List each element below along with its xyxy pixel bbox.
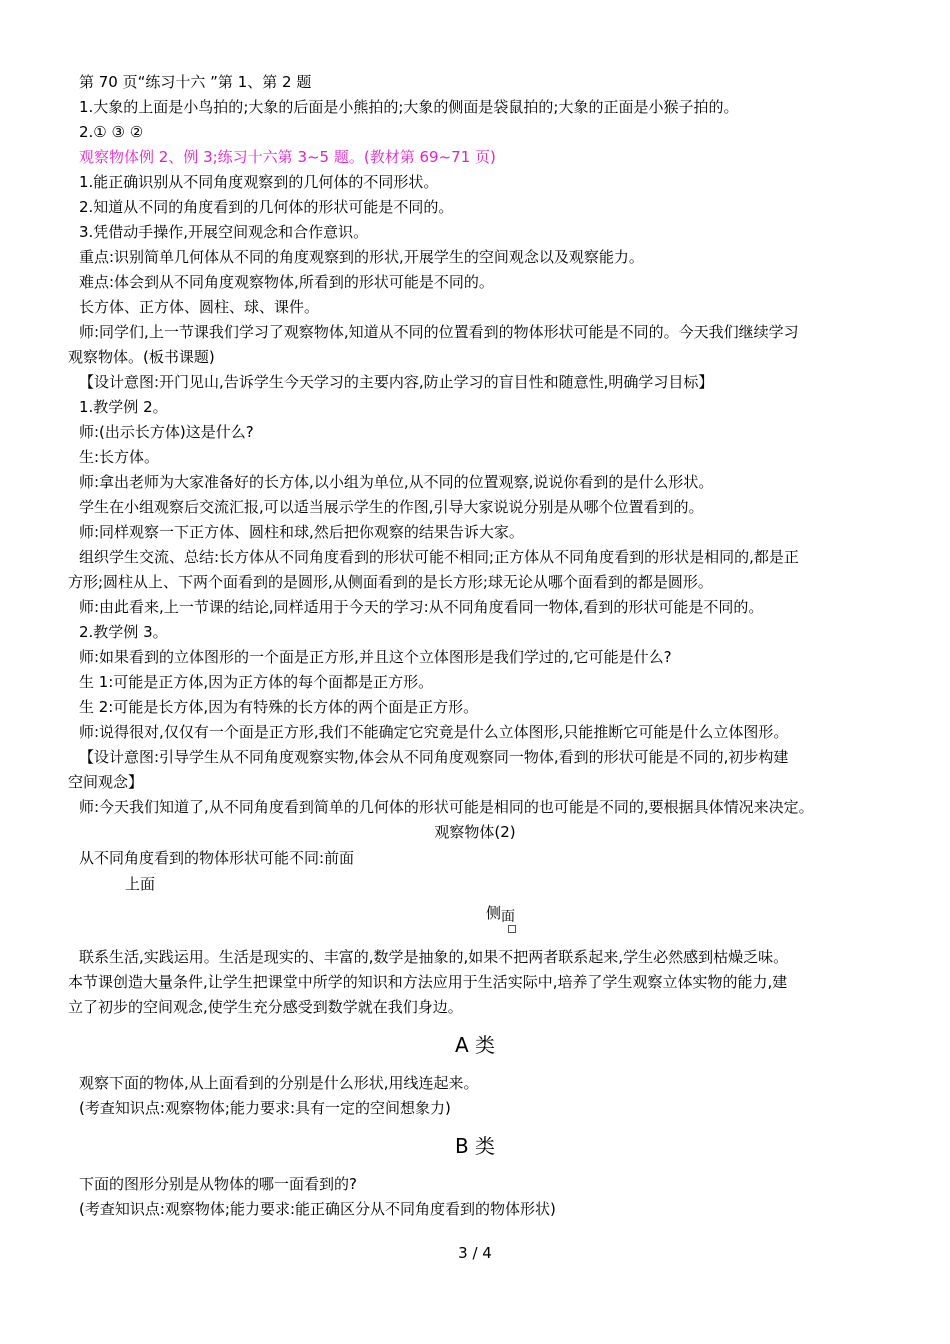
objective-2: 2.知道从不同的角度看到的几何体的形状可能是不同的。 [79,198,454,216]
section-example-2: 1.教学例 2。 [79,398,168,416]
reflection-line: 立了初步的空间观念,使学生充分感受到数学就在我们身边。 [68,998,463,1016]
paragraph-line: 生 1:可能是正方体,因为正方体的每个面都是正方形。 [79,673,434,691]
paragraph-line: 师:同样观察一下正方体、圆柱和球,然后把你观察的结果告诉大家。 [79,523,524,541]
answer-line-2: 2.① ③ ② [79,123,144,141]
paragraph-line: 师:同学们,上一节课我们学习了观察物体,知道从不同的位置看到的物体形状可能是不同的。今天我们继续学习 [79,323,799,341]
difficulty: 难点:体会到从不同角度观察物体,所看到的形状可能是不同的。 [79,273,494,291]
paragraph-line: 生 2:可能是长方体,因为有特殊的长方体的两个面是正方形。 [79,698,479,716]
materials: 长方体、正方体、圆柱、球、课件。 [79,298,320,316]
answer-heading: 第 70 页“练习十六 ”第 1、第 2 题 [79,73,312,91]
paragraph-line: 方形;圆柱从上、下两个面看到的是圆形,从侧面看到的是长方形;球无论从哪个面看到的都是圆形。 [68,573,713,591]
answer-line-1: 1.大象的上面是小鸟拍的;大象的后面是小熊拍的;大象的侧面是袋鼠拍的;大象的正面是小猴子拍的。 [79,98,739,116]
exercise-b-note: (考查知识点:观察物体;能力要求:能正确区分从不同角度看到的物体形状) [79,1200,556,1218]
paragraph-line: 观察物体。(板书课题) [68,348,215,366]
design-intent-2: 【设计意图:引导学生从不同角度观察实物,体会从不同角度观察同一物体,看到的形状可能是不同的,初步构建 [79,748,789,766]
side-char: 侧 [486,904,502,922]
page-number: 3 / 4 [458,1244,492,1262]
paragraph-line: 师:如果看到的立体图形的一个面是正方形,并且这个立体图形是我们学过的,它可能是什么? [79,648,672,666]
reflection-line: 联系生活,实践运用。生活是现实的、丰富的,数学是抽象的,如果不把两者联系起来,学生必然感到枯燥乏味。 [79,948,789,966]
paragraph-line: 生:长方体。 [79,448,160,466]
board-line: 从不同角度看到的物体形状可能不同:前面 [79,849,355,867]
category-a-heading: A 类 [454,1033,496,1057]
paragraph-line: 师:由此看来,上一节课的结论,同样适用于今天的学习:从不同角度看同一物体,看到的形状可能是不同的。 [79,598,764,616]
board-label-top: 上面 [125,875,156,893]
paragraph-line: 学生在小组观察后交流汇报,可以适当展示学生的作图,引导大家说说分别是从哪个位置看到的。 [79,498,704,516]
objective-3: 3.凭借动手操作,开展空间观念和合作意识。 [79,223,369,241]
section-example-3: 2.教学例 3。 [79,623,168,641]
board-label-side [486,901,515,926]
side-char-sub: 面 [501,909,516,925]
paragraph-line: 师:(出示长方体)这是什么? [79,423,254,441]
exercise-a: 观察下面的物体,从上面看到的分别是什么形状,用线连起来。 [79,1074,479,1092]
category-b-heading: B 类 [454,1134,496,1158]
design-intent-1: 【设计意图:开门见山,告诉学生今天学习的主要内容,防止学习的盲目性和随意性,明确学习目标】 [79,373,714,391]
exercise-b: 下面的图形分别是从物体的哪一面看到的? [79,1175,357,1193]
paragraph-line: 师:拿出老师为大家准备好的长方体,以小组为单位,从不同的位置观察,说说你看到的是什么形状。 [79,473,714,491]
paragraph-line: 师:今天我们知道了,从不同角度看到简单的几何体的形状可能是相同的也可能是不同的,要根据具体情况来决定。 [79,798,814,816]
paragraph-line: 组织学生交流、总结:长方体从不同角度看到的形状可能不相同;正方体从不同角度看到的形状是相同的,都是正 [79,548,799,566]
board-title: 观察物体(2) [434,823,516,841]
paragraph-line: 空间观念】 [68,773,144,791]
exercise-a-note: (考查知识点:观察物体;能力要求:具有一定的空间想象力) [79,1099,451,1117]
reflection-line: 本节课创造大量条件,让学生把课堂中所学的知识和方法应用于生活实际中,培养了学生观察立体实物的能力,建 [68,973,788,991]
key-point: 重点:识别简单几何体从不同的角度观察到的形状,开展学生的空间观念以及观察能力。 [79,248,644,266]
lesson-title: 观察物体例 2、例 3;练习十六第 3~5 题。(教材第 69~71 页) [79,148,496,166]
checkbox-glyph-icon [508,925,516,933]
objective-1: 1.能正确识别从不同角度观察到的几何体的不同形状。 [79,173,439,191]
paragraph-line: 师:说得很对,仅仅有一个面是正方形,我们不能确定它究竟是什么立体图形,只能推断它可能是什么立体图形。 [79,723,789,741]
